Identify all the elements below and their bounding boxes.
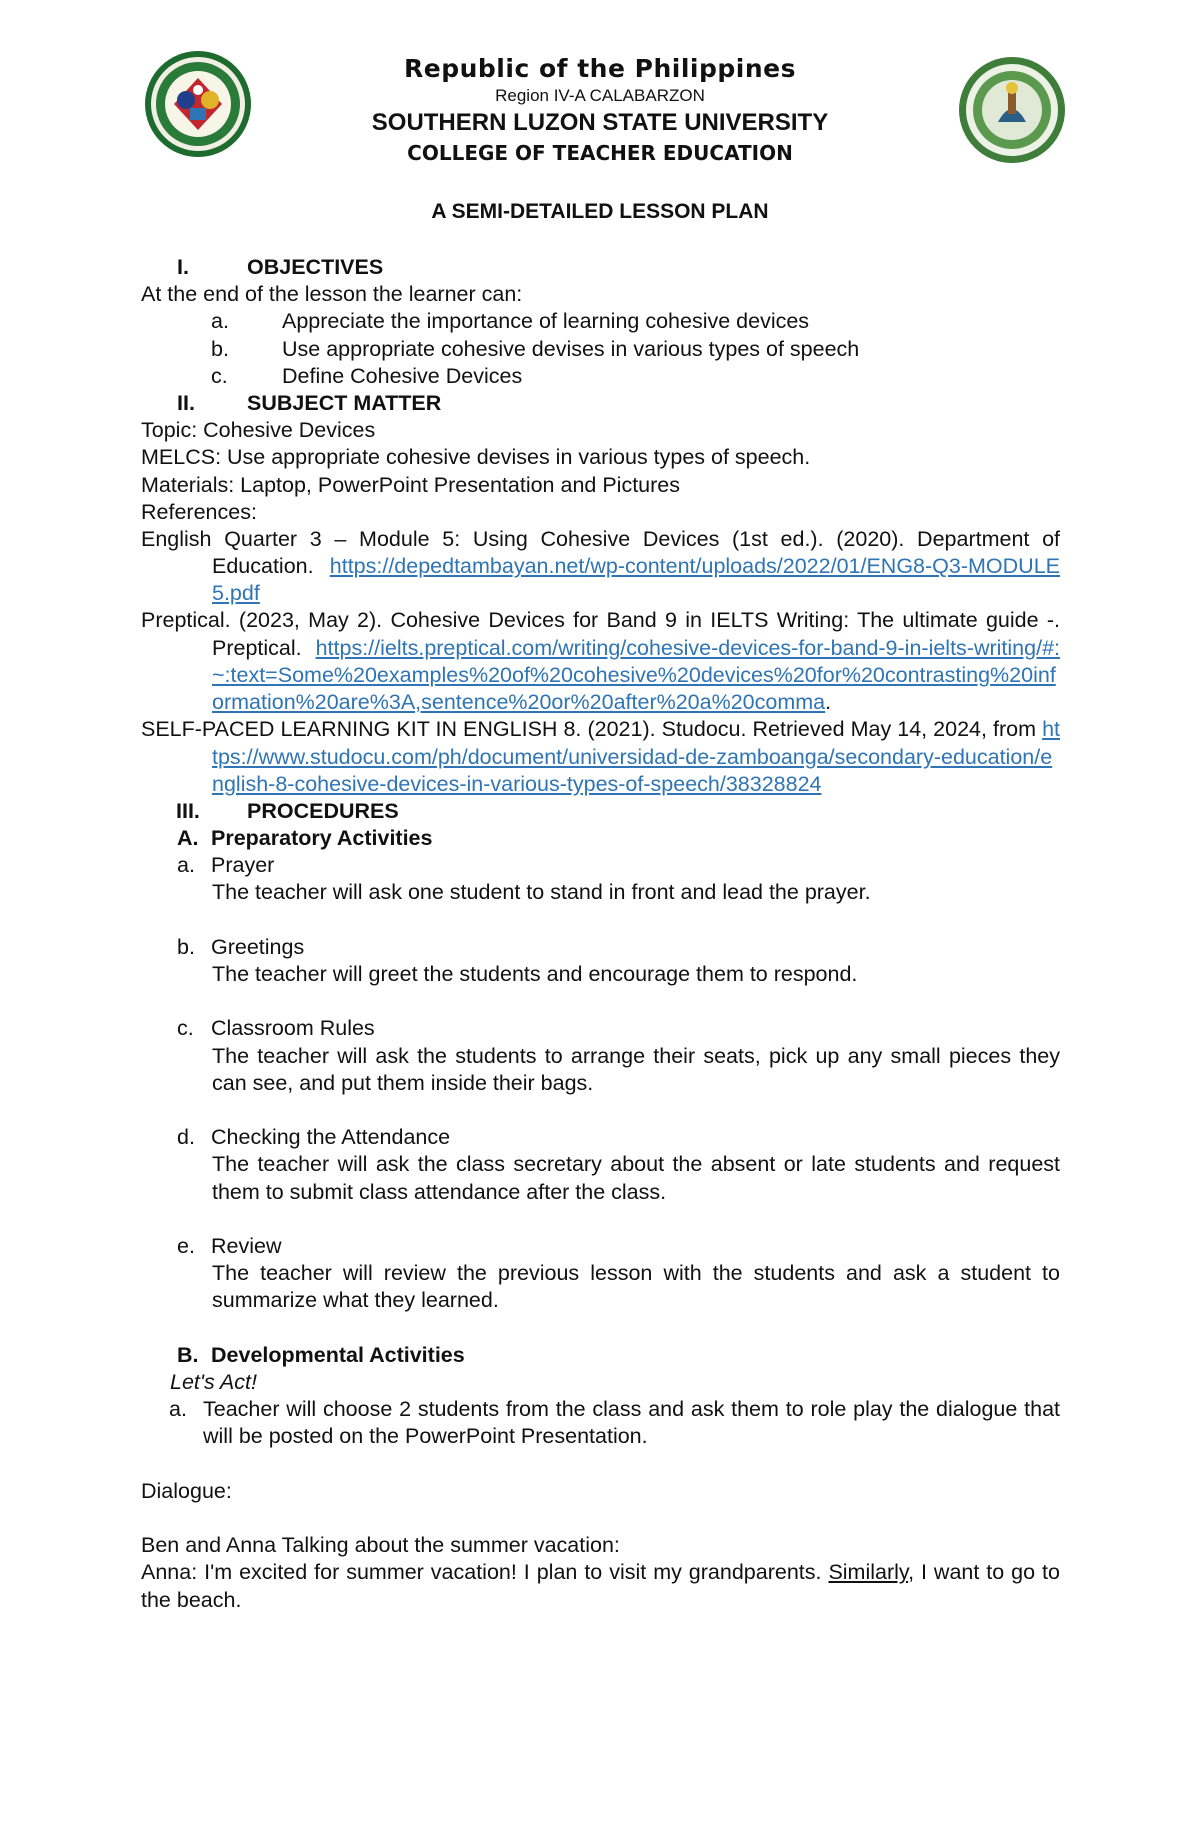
objective-item: a. Appreciate the importance of learning cohesive devices [211, 309, 810, 334]
preparatory-step: c. Classroom Rules The teacher will ask the students to arrange their seats, pick up any small pieces they can see, and put them inside their bags. [177, 1016, 1060, 1095]
dialogue-label: Dialogue: [141, 1478, 232, 1503]
activity-item: a. Teacher will choose 2 students from the class and ask them to role play the dialogue that will be posted on the PowerPoint Presentation. [169, 1397, 1060, 1449]
reference-link[interactable]: https://ielts.preptical.com/writing/cohesive-devices-for-band-9-in-ielts-writing/#:~:text=Some%20examples%20of%20cohesive%20devices%20for%20contrasting%20information%20are%3A,sentence%20or%20after%20a%20comma [212, 635, 1060, 715]
objective-item: c. Define Cohesive Devices [211, 363, 523, 388]
underlined-cohesive-device: Similarly [828, 1560, 909, 1585]
lets-act-label: Let's Act! [170, 1369, 257, 1394]
topic-line: Topic: Cohesive Devices [141, 418, 376, 443]
cte-seal-icon [958, 56, 1066, 164]
melcs-line: MELCS: Use appropriate cohesive devises in various types of speech. [141, 445, 811, 470]
preparatory-step: d. Checking the Attendance The teacher will ask the class secretary about the absent or late students and request them to submit class attendance after the class. [177, 1125, 1060, 1204]
objective-item: b. Use appropriate cohesive devises in various types of speech [211, 336, 860, 361]
preparatory-step: a. Prayer The teacher will ask one student to stand in front and lead the prayer. [177, 853, 871, 905]
reference-link[interactable]: https://www.studocu.com/ph/document/universidad-de-zamboanga/secondary-education/english-8-cohesive-devices-in-various-types-of-speech/38328824 [212, 717, 1060, 796]
university-name: SOUTHERN LUZON STATE UNIVERSITY [371, 109, 829, 136]
reference-entry: English Quarter 3 – Module 5: Using Cohesive Devices (1st ed.). (2020). Department of Education. https://depedtambayan.net/wp-content/uploads/2022/01/ENG8-Q3-MODULE5.pdf [141, 526, 1060, 606]
developmental-heading: B. Developmental Activities [177, 1342, 465, 1367]
dialogue-line: Anna: I'm excited for summer vacation! I plan to visit my grandparents. Similarly, I want to go to the beach. [141, 1560, 1060, 1612]
objectives-intro: At the end of the lesson the learner can: [141, 282, 523, 307]
republic-heading: Republic of the Philippines [404, 54, 796, 83]
subject-matter-heading: II. SUBJECT MATTER [177, 390, 442, 415]
references-label: References: [141, 499, 257, 524]
reference-link[interactable]: https://depedtambayan.net/wp-content/uploads/2022/01/ENG8-Q3-MODULE5.pdf [212, 554, 1060, 606]
reference-entry: Preptical. (2023, May 2). Cohesive Devices for Band 9 in IELTS Writing: The ultimate guide -. Preptical. https://ielts.preptical.com/writing/cohesive-devices-for-band-9-in-ielts-writing/#:~:text=Some%20examples%20of%20cohesive%20devices%20for%20contrasting%20information%20are%3A,sentence%20or%20after%20a%20comma. [141, 608, 1060, 715]
procedures-heading: III. PROCEDURES [176, 798, 399, 823]
materials-line: Materials: Laptop, PowerPoint Presentation and Pictures [141, 472, 680, 497]
dialogue-intro: Ben and Anna Talking about the summer vacation: [141, 1533, 620, 1558]
reference-entry: SELF-PACED LEARNING KIT IN ENGLISH 8. (2021). Studocu. Retrieved May 14, 2024, from https://www.studocu.com/ph/document/universidad-de-zamboanga/secondary-education/english-8-cohesive-devices-in-various-types-of-speech/38328824 [141, 717, 1060, 796]
lesson-body [141, 254, 1060, 1614]
preparatory-step: e. Review The teacher will review the previous lesson with the students and ask a student to summarize what they learned. [177, 1234, 1060, 1313]
preparatory-step: b. Greetings The teacher will greet the students and encourage them to respond. [177, 934, 858, 987]
lesson-plan-title: A SEMI-DETAILED LESSON PLAN [431, 200, 769, 223]
preparatory-heading: A. Preparatory Activities [177, 826, 433, 851]
objectives-heading: I. OBJECTIVES [177, 255, 384, 279]
slsu-seal-icon [144, 50, 252, 158]
college-name: COLLEGE OF TEACHER EDUCATION [407, 141, 793, 165]
region-line: Region IV-A CALABARZON [495, 86, 705, 105]
document-header [300, 52, 900, 166]
